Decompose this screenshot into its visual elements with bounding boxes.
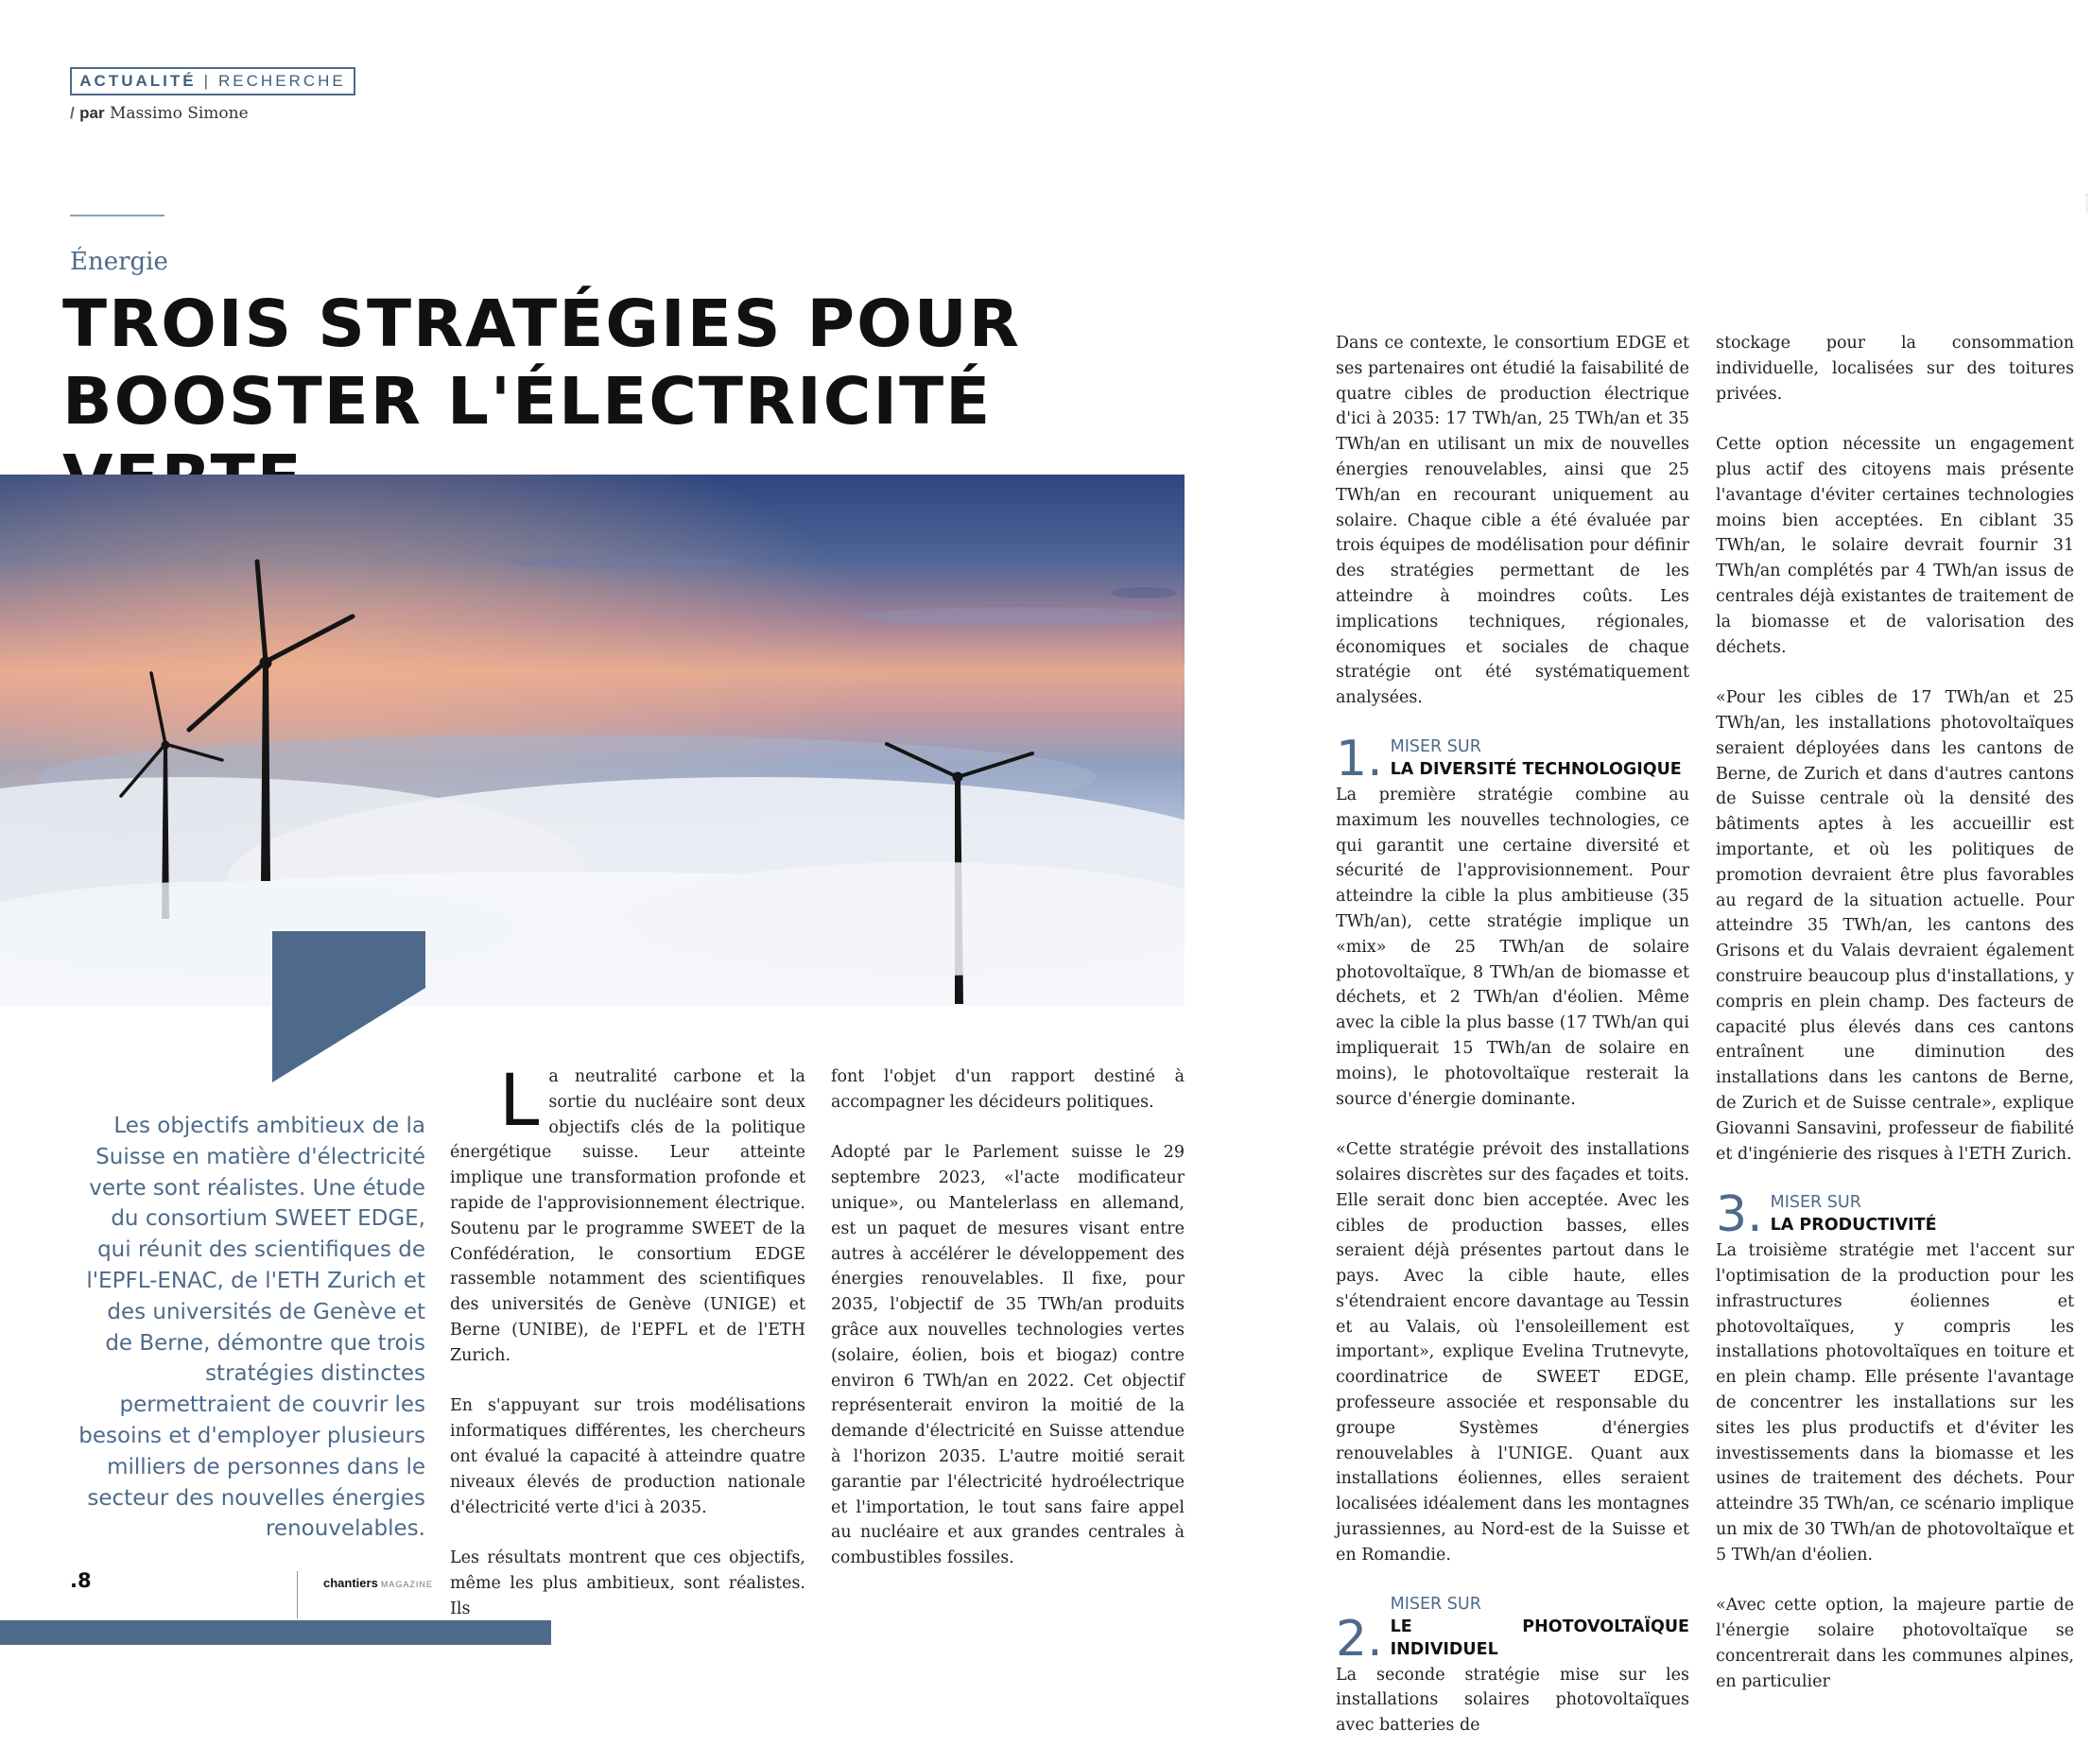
section-number: 2. [1336, 1610, 1383, 1668]
section-heading-1 [1336, 730, 1689, 787]
byline [70, 104, 249, 123]
drop-cap: L [499, 1058, 540, 1142]
body-column-4 [1716, 331, 2074, 1720]
section-heading-3 [1716, 1186, 2074, 1244]
page-number: .8 [70, 1569, 92, 1592]
hero-image-wind-turbines [0, 475, 1185, 1006]
paragraph: En s'appuyant sur trois modélisations informatiques différentes, les chercheurs ont évalué la capacité à atteindre quatre niveaux élevés de production nationale d'électricité verte d'ici à 2035. [450, 1396, 805, 1517]
paragraph: La troisième stratégie met l'accent sur l'optimisation de la production pour les infrastructures éoliennes et photovoltaïques, y compris les installations photovoltaïques en toiture et en plein champ. Elle présente l'avantage de concentrer les installations sur les sites les plus productifs et d'éviter les investissements dans la biomasse et les usines de traitement des déchets. Pour atteindre 35 TWh/an, ce scénario implique un mix de 30 TWh/an de photovoltaïque et 5 TWh/an d'éolien. [1716, 1241, 2074, 1565]
paragraph: «Pour les cibles de 17 TWh/an et 25 TWh/an, les installations photovoltaïques seraient déployées dans les cantons de Berne, de Zurich et dans d'autres cantons de Suisse centrale où la densité des bâtiments aptes à les accueillir est importante, et où les politiques de promotion devraient être plus favorables au regard de la situation actuelle. Pour atteindre 35 TWh/an, les cantons des Grisons et du Valais devraient également construire beaucoup plus d'installations, y compris en plein champ. Des facteurs de capacité plus élevés dans ces cantons entraînent une diminution des installations dans les cantons de Berne, de Zurich et de Suisse centrale», explique Giovanni Sansavini, professeur de fiabilité et d'ingénierie des risques à l'ETH Zurich. [1716, 688, 2074, 1164]
section-label-group [1391, 735, 1682, 781]
paragraph: font l'objet d'un rapport destiné à accompagner les décideurs politiques. [831, 1067, 1185, 1112]
title-rule [70, 215, 164, 216]
section-tag [70, 67, 355, 95]
footer-color-bar [0, 1620, 551, 1645]
brand-name: chantiers [323, 1576, 378, 1590]
section-label-group [1391, 1593, 1689, 1661]
byline-slash: / [70, 104, 75, 122]
section-label: ACTUALITÉ [79, 72, 197, 90]
title-line-1: TROIS STRATÉGIES POUR [62, 286, 1021, 362]
section-label-group [1771, 1191, 1937, 1237]
section-kicker: MISER SUR [1390, 1594, 1481, 1614]
article-lead: Les objectifs ambitieux de la Suisse en matière d'électricité verte sont réalistes. Une étude du consortium SWEET EDGE, qui réunit des scientifiques de l'EPFL-ENAC, de l'ETH Zurich et des universités de Genève et de Berne, démontre que trois stratégies distinctes permettraient de couvrir les besoins et d'employer plusieurs milliers de personnes dans le secteur des nouvelles énergies renouvelables. [78, 1114, 425, 1542]
paragraph [450, 1058, 805, 1369]
paragraph: stockage pour la consommation individuelle, localisées sur des toitures privées. [1716, 334, 2074, 404]
paragraph: «Cette stratégie prévoit des installations solaires discrètes sur des façades et toits. Elle serait donc bien acceptée. Avec les cibles de production basses, elles seraient déjà présentes partout dans le pays. Avec la cible haute, elles s'étendraient encore davantage au Tessin et au Valais, où l'ensoleillement est important», explique Evelina Trutnevyte, coordinatrice de SWEET EDGE, professeure associée et responsable du groupe Systèmes d'énergies renouvelables à l'UNIGE. Quant aux installations éoliennes, elles seraient localisées idéalement dans les montagnes jurassiennes, au Nord-est de la Suisse et en Romandie. [1336, 1140, 1689, 1565]
byline-par: par [79, 104, 105, 122]
brand-sub: MAGAZINE [380, 1580, 433, 1589]
section-number: 3. [1716, 1186, 1763, 1244]
section-kicker: MISER SUR [1390, 736, 1481, 756]
section-title: LA PRODUCTIVITÉ [1770, 1216, 1937, 1236]
title-line-2: BOOSTER L'ÉLECTRICITÉ [62, 364, 993, 440]
body-column-2 [831, 1064, 1185, 1597]
wind-turbine-photo [0, 475, 1185, 1006]
section-heading-2 [1336, 1593, 1689, 1668]
section-number: 1. [1336, 730, 1383, 787]
body-column-3 [1336, 331, 1689, 1764]
magazine-brand [323, 1576, 433, 1590]
subsection-label: RECHERCHE [218, 72, 346, 90]
byline-author: Massimo Simone [110, 104, 249, 123]
section-kicker: MISER SUR [1770, 1193, 1861, 1213]
paragraph: Adopté par le Parlement suisse le 29 septembre 2023, «l'acte modificateur unique», ou Mantelerlass en allemand, est un paquet de mesures visant entre autres à accélérer le développement des énergies renouvelables. Il fixe, pour 2035, l'objectif de 35 TWh/an produits grâce aux nouvelles technologies vertes (solaire, éolien, bois et biogaz) contre environ 6 TWh/an en 2022. Cet objectif représenterait environ la moitié de la demande d'électricité en Suisse attendue à l'horizon 2035. L'autre moitié serait garantie par l'électricité hydroélectrique et l'importation, le tout sans faire appel au nucléaire et aux grandes centrales à combustibles fossiles. [831, 1143, 1185, 1568]
paragraph: Dans ce contexte, le consortium EDGE et ses partenaires ont étudié la faisabilité de quatre cibles de production électrique d'ici à 2035: 17 TWh/an, 25 TWh/an et 35 TWh/an en utilisant un mix de nouvelles énergies renouvelables, ainsi que 25 TWh/an en recourant uniquement au solaire. Chaque cible a été évaluée par trois équipes de modélisation pour définir des stratégies permettant de les atteindre à moindres coûts. Les implications techniques, régionales, économiques et sociales de chaque stratégie ont été systématiquement analysées. [1336, 334, 1689, 708]
section-title: LE PHOTOVOLTAÏQUE INDIVIDUEL [1390, 1617, 1689, 1659]
footer-divider [297, 1571, 298, 1618]
page-edge-mark [2086, 194, 2092, 213]
body-column-1 [450, 1058, 805, 1647]
section-title: LA DIVERSITÉ TECHNOLOGIQUE [1390, 759, 1682, 779]
paragraph: Cette option nécessite un engagement plus actif des citoyens mais présente l'avantage d'éviter certaines technologies moins bien acceptées. En ciblant 35 TWh/an, le solaire devrait fournir 31 TWh/an complétés par 4 TWh/an issus de centrales déjà existantes de traitement de la biomasse et de valorisation des déchets. [1716, 435, 2074, 657]
section-separator: | [203, 72, 212, 90]
category-label: Énergie [70, 248, 168, 276]
paragraph: Les résultats montrent que ces objectifs, même les plus ambitieux, sont réalistes. Ils [450, 1548, 805, 1618]
paragraph: «Avec cette option, la majeure partie de l'énergie solaire photovoltaïque se concentrerait dans les communes alpines, en particulier [1716, 1596, 2074, 1691]
paragraph-text: a neutralité carbone et la sortie du nucléaire sont deux objectifs clés de la politique énergétique suisse. Leur atteinte implique une transformation profonde et rapide de l'approvisionnement électrique. Soutenu par le programme SWEET de la Confédération, le consortium EDGE rassemble notamment des scientifiques des universités de Genève (UNIGE) et Berne (UNIBE), de l'EPFL et de l'ETH Zurich. [450, 1067, 805, 1365]
decorative-blue-shape [272, 931, 425, 1082]
paragraph: La seconde stratégie mise sur les installations solaires photovoltaïques avec batteries de [1336, 1665, 1689, 1736]
paragraph: La première stratégie combine au maximum les nouvelles technologies, ce qui garantit une certaine diversité et sécurité de l'approvisionnement. Pour atteindre la cible la plus ambitieuse (35 TWh/an), cette stratégie implique un «mix» de 25 TWh/an de solaire photovoltaïque, 8 TWh/an de biomasse et déchets, et 2 TWh/an d'éolien. Même avec la cible la plus basse (17 TWh/an qui impliquerait 15 TWh/an de solaire en moins), le photovoltaïque resterait la source d'énergie dominante. [1336, 785, 1689, 1109]
